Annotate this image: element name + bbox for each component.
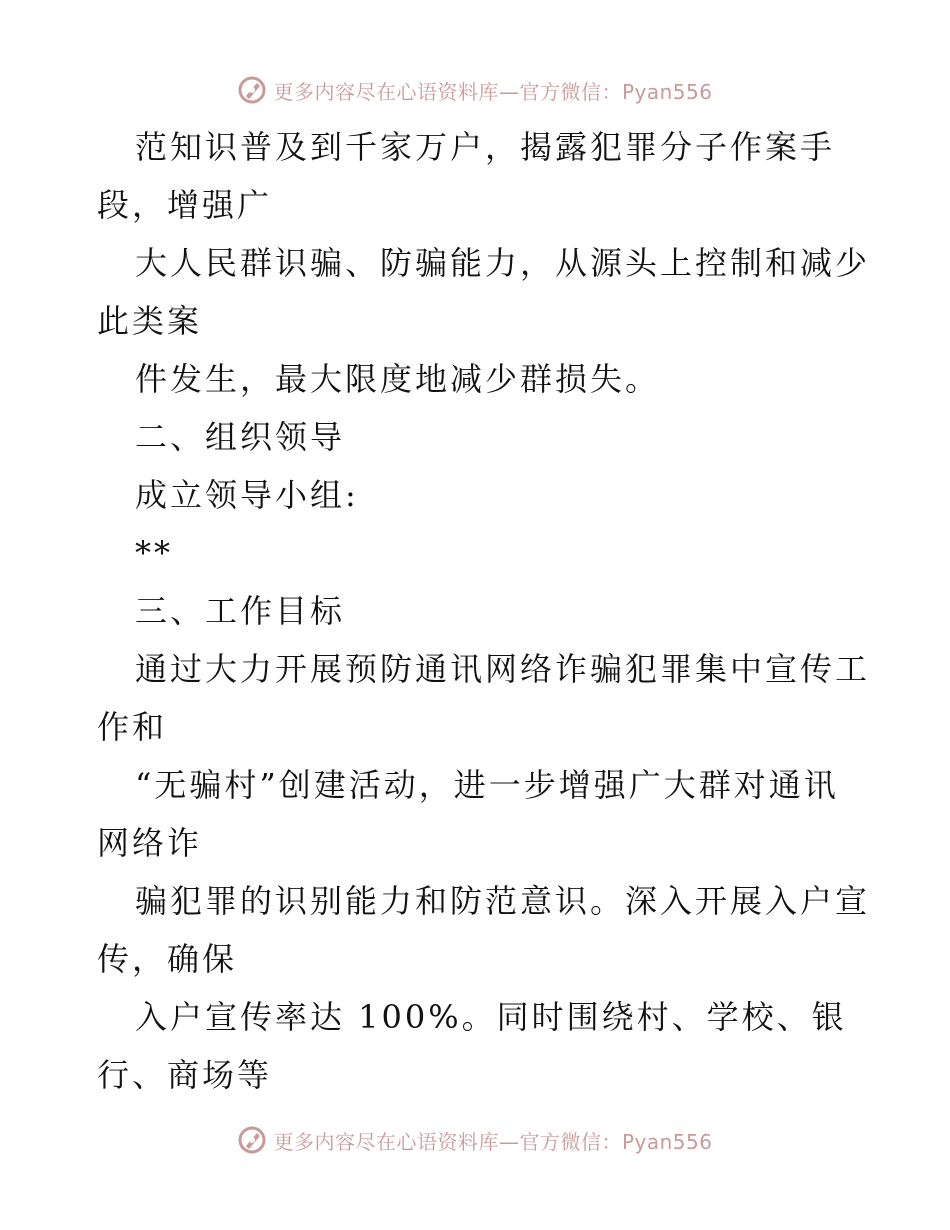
section-heading: 二、组织领导	[135, 418, 346, 456]
body-line: 段，增强广	[97, 186, 273, 224]
pen-logo-icon	[237, 1125, 267, 1155]
page-header-watermark	[0, 70, 950, 110]
footer-watermark-text: 更多内容尽在心语资料库—官方微信：Pyan556	[273, 1129, 713, 1154]
section-heading: 三、工作目标	[135, 592, 346, 630]
body-line: “无骗村”创建活动，进一步增强广大群对通讯	[135, 766, 839, 804]
body-line: 网络诈	[97, 824, 203, 862]
body-line: 行、商场等	[97, 1056, 273, 1094]
body-line: 大人民群识骗、防骗能力，从源头上控制和减少	[135, 244, 871, 282]
body-line: 通过大力开展预防通讯网络诈骗犯罪集中宣传工	[135, 650, 871, 688]
pen-logo-icon	[237, 75, 267, 105]
body-line: 骗犯罪的识别能力和防范意识。深入开展入户宣	[135, 882, 871, 920]
body-line: 入户宣传率达 100%。同时围绕村、学校、银	[135, 998, 847, 1036]
body-line: **	[135, 534, 173, 572]
body-line: 件发生，最大限度地减少群损失。	[135, 360, 661, 398]
body-line: 范知识普及到千家万户，揭露犯罪分子作案手	[135, 128, 836, 166]
body-line: 作和	[97, 708, 168, 746]
page-footer-watermark	[0, 1120, 950, 1160]
header-watermark-text: 更多内容尽在心语资料库—官方微信：Pyan556	[273, 79, 713, 104]
document-body	[97, 118, 871, 1104]
body-line: 成立领导小组:	[135, 476, 359, 514]
body-line: 此类案	[97, 302, 203, 340]
body-line: 传，确保	[97, 940, 238, 978]
